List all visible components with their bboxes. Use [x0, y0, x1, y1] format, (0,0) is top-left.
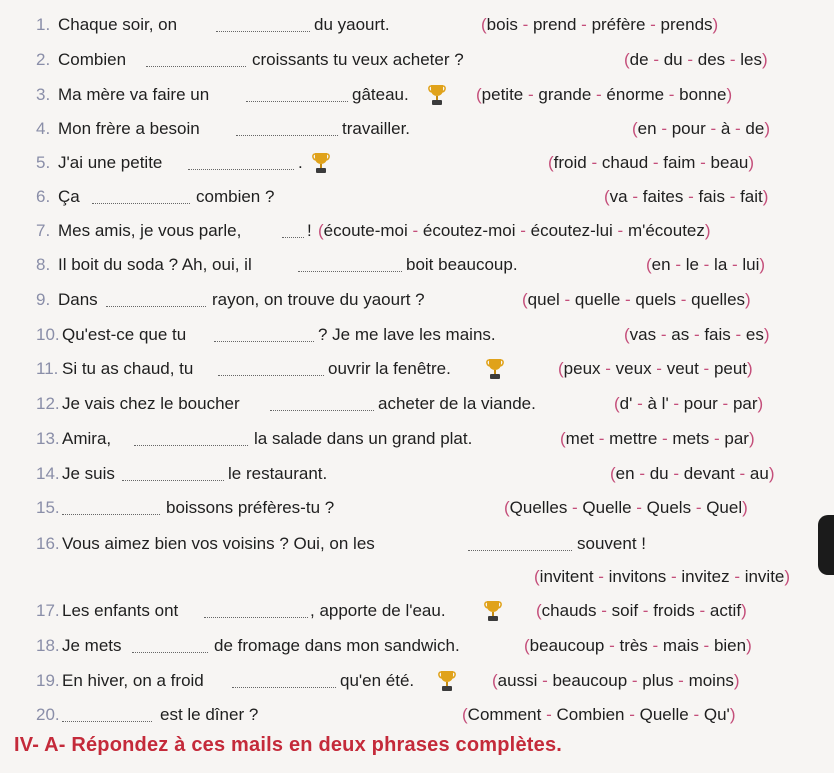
option[interactable]: bonne	[679, 85, 727, 104]
option[interactable]: plus	[642, 671, 674, 690]
item-text-before: Mon frère a besoin	[58, 119, 200, 138]
option[interactable]: devant	[683, 464, 735, 483]
option[interactable]: es	[745, 325, 764, 344]
exercise-item	[0, 285, 834, 315]
option[interactable]: petite	[481, 85, 524, 104]
answer-blank[interactable]	[132, 651, 208, 653]
item-text-after: croissants tu veux acheter ?	[252, 50, 464, 69]
option[interactable]: prends	[660, 15, 713, 34]
item-text-after: souvent !	[577, 534, 646, 553]
option[interactable]: à	[720, 119, 731, 138]
option[interactable]: veut	[666, 359, 699, 378]
item-text-before: Amira,	[62, 429, 112, 448]
option[interactable]: soif	[611, 601, 639, 620]
option[interactable]: Quel	[706, 498, 743, 517]
option[interactable]: froids	[653, 601, 695, 620]
option[interactable]: invitons	[608, 567, 667, 586]
item-text-before: Mes amis, je vous parle,	[58, 221, 242, 240]
item-text-before: Chaque soir, on	[58, 15, 178, 34]
options-group: (aussi - beaucoup - plus - moins)	[492, 671, 740, 690]
item-number: 16.	[36, 534, 60, 553]
item-text-before: J'ai une petite	[58, 153, 163, 172]
trophy-icon	[438, 669, 456, 693]
item-text-after: , apporte de l'eau.	[310, 601, 446, 620]
item-number: 15.	[36, 498, 60, 517]
item-text-after: la salade dans un grand plat.	[254, 429, 473, 448]
exercise-item	[0, 596, 834, 626]
options-group: (écoute-moi - écoutez-moi - écoutez-lui - m'écoutez)	[318, 221, 711, 240]
item-number: 2.	[36, 50, 51, 69]
option[interactable]: fait	[740, 187, 763, 206]
option[interactable]: du	[663, 50, 683, 69]
page-edge-tab	[818, 515, 834, 575]
options-group: (de - du - des - les)	[624, 50, 768, 69]
exercise-item	[0, 459, 834, 489]
options-group: (en - du - devant - au)	[610, 464, 775, 483]
option[interactable]: de	[745, 119, 765, 138]
answer-blank[interactable]	[270, 409, 374, 411]
item-text-after: boissons préfères-tu ?	[166, 498, 335, 517]
option[interactable]: préfère	[591, 15, 646, 34]
options-group: (peux - veux - veut - peut)	[558, 359, 753, 378]
option[interactable]: écoutez-moi	[422, 221, 516, 240]
option[interactable]: bois	[486, 15, 518, 34]
option[interactable]: le	[685, 255, 699, 274]
item-number: 18.	[36, 636, 60, 655]
item-text-before: Les enfants ont	[62, 601, 179, 620]
trophy-icon	[428, 83, 446, 107]
exercise-item	[0, 389, 834, 419]
trophy-icon	[486, 357, 504, 381]
option[interactable]: les	[740, 50, 762, 69]
options-group: (en - le - la - lui)	[646, 255, 766, 274]
exercise-item	[0, 148, 834, 178]
option[interactable]: mets	[672, 429, 710, 448]
item-text-after: ouvrir la fenêtre.	[328, 359, 451, 378]
option[interactable]: très	[619, 636, 648, 655]
option[interactable]: de	[629, 50, 649, 69]
option[interactable]: beaucoup	[552, 671, 628, 690]
item-number: 3.	[36, 85, 51, 104]
option[interactable]: écoutez-lui	[530, 221, 613, 240]
item-number: 11.	[36, 359, 59, 378]
exercise-item	[0, 666, 834, 696]
exercise-item	[0, 700, 834, 730]
option[interactable]: à l'	[647, 394, 669, 413]
option[interactable]: écoute-moi	[323, 221, 408, 240]
option[interactable]: invitent	[539, 567, 594, 586]
option[interactable]: invite	[744, 567, 785, 586]
item-text-before: En hiver, on a froid	[62, 671, 204, 690]
exercise-item	[0, 631, 834, 661]
answer-blank[interactable]	[468, 549, 572, 551]
option[interactable]: en	[615, 464, 635, 483]
item-number: 14.	[36, 464, 60, 483]
item-number: 7.	[36, 221, 51, 240]
option[interactable]: Quelle	[639, 705, 689, 724]
options-group: (invitent - invitons - invitez - invite)	[534, 567, 791, 586]
item-number: 20.	[36, 705, 60, 724]
option[interactable]: quels	[635, 290, 677, 309]
item-text-after: ? Je me lave les mains.	[318, 325, 496, 344]
exercise-item	[0, 320, 834, 350]
option[interactable]: Comment	[467, 705, 542, 724]
answer-blank[interactable]	[232, 686, 336, 688]
item-text-after: du yaourt.	[314, 15, 390, 34]
item-text-before: Je vais chez le boucher	[62, 394, 240, 413]
options-group: (beaucoup - très - mais - bien)	[524, 636, 752, 655]
option[interactable]: mettre	[609, 429, 658, 448]
item-number: 1.	[36, 15, 51, 34]
item-number: 13.	[36, 429, 60, 448]
option[interactable]: au	[749, 464, 769, 483]
option[interactable]: fais	[698, 187, 725, 206]
answer-blank[interactable]	[282, 236, 304, 238]
answer-blank[interactable]	[214, 340, 314, 342]
item-text-before: Combien	[58, 50, 127, 69]
exercise-item	[0, 216, 834, 246]
trophy-icon	[312, 151, 330, 175]
option[interactable]: quelles	[691, 290, 746, 309]
exercise-item	[0, 114, 834, 144]
option[interactable]: par	[732, 394, 758, 413]
answer-blank[interactable]	[204, 616, 308, 618]
answer-blank[interactable]	[106, 305, 206, 307]
options-group: (vas - as - fais - es)	[624, 325, 770, 344]
item-text-before: Ça	[58, 187, 80, 206]
option[interactable]: aussi	[497, 671, 538, 690]
exercise-item	[0, 80, 834, 110]
item-number: 4.	[36, 119, 51, 138]
item-number: 19.	[36, 671, 60, 690]
item-text-before: Je mets	[62, 636, 122, 655]
item-number: 5.	[36, 153, 51, 172]
item-text-after: le restaurant.	[228, 464, 328, 483]
answer-blank[interactable]	[122, 479, 224, 481]
item-number: 9.	[36, 290, 51, 309]
option[interactable]: quelle	[574, 290, 621, 309]
options-group: (Comment - Combien - Quelle - Qu')	[462, 705, 736, 724]
option[interactable]: beau	[710, 153, 749, 172]
option[interactable]: peux	[563, 359, 601, 378]
option[interactable]: énorme	[606, 85, 665, 104]
option[interactable]: invitez	[681, 567, 730, 586]
options-group: (Quelles - Quelle - Quels - Quel)	[504, 498, 748, 517]
exercise-item	[0, 182, 834, 212]
item-number: 8.	[36, 255, 51, 274]
exercise-item	[0, 493, 834, 523]
option[interactable]: actif	[709, 601, 742, 620]
exercise-item	[0, 250, 834, 280]
option[interactable]: vas	[629, 325, 657, 344]
answer-blank[interactable]	[146, 65, 246, 67]
options-group: (en - pour - à - de)	[632, 119, 771, 138]
options-group: (va - faites - fais - fait)	[604, 187, 769, 206]
option[interactable]: faites	[642, 187, 684, 206]
item-text-after: !	[307, 221, 312, 240]
exercise-item	[0, 45, 834, 75]
option[interactable]: bien	[713, 636, 747, 655]
option[interactable]: Quelle	[582, 498, 632, 517]
option[interactable]: prend	[532, 15, 577, 34]
option[interactable]: par	[724, 429, 749, 448]
answer-blank[interactable]	[298, 270, 402, 272]
options-group: (quel - quelle - quels - quelles)	[522, 290, 751, 309]
exercise-item	[0, 529, 834, 559]
item-text-after: travailler.	[342, 119, 411, 138]
option[interactable]: en	[651, 255, 671, 274]
section-heading: IV- A- Répondez à ces mails en deux phrases complètes.	[14, 734, 563, 756]
item-text-after: est le dîner ?	[160, 705, 259, 724]
exercise-item	[0, 354, 834, 384]
answer-blank[interactable]	[134, 444, 248, 446]
item-text-before: Ma mère va faire un	[58, 85, 210, 104]
options-group: (froid - chaud - faim - beau)	[548, 153, 755, 172]
item-text-before: Qu'est-ce que tu	[62, 325, 187, 344]
option[interactable]: quel	[527, 290, 560, 309]
option[interactable]: Quels	[646, 498, 692, 517]
item-number: 17.	[36, 601, 60, 620]
option[interactable]: veux	[615, 359, 652, 378]
option[interactable]: froid	[553, 153, 587, 172]
option[interactable]: mais	[662, 636, 699, 655]
option[interactable]: m'écoutez	[627, 221, 705, 240]
option[interactable]: beaucoup	[529, 636, 605, 655]
option[interactable]: peut	[713, 359, 748, 378]
option[interactable]: lui	[742, 255, 760, 274]
option[interactable]: pour	[683, 394, 718, 413]
option[interactable]: Combien	[556, 705, 625, 724]
item-text-before: Vous aimez bien vos voisins ? Oui, on les	[62, 534, 375, 553]
answer-blank[interactable]	[62, 720, 152, 722]
options-group: (petite - grande - énorme - bonne)	[476, 85, 733, 104]
item-number: 10.	[36, 325, 60, 344]
item-number: 6.	[36, 187, 51, 206]
options-group: (bois - prend - préfère - prends)	[481, 15, 719, 34]
item-text-after: gâteau.	[352, 85, 409, 104]
exercise-item	[0, 10, 834, 40]
trophy-icon	[484, 599, 502, 623]
option[interactable]: grande	[538, 85, 592, 104]
item-text-after: combien ?	[196, 187, 275, 206]
option[interactable]: chaud	[601, 153, 649, 172]
exercise-item	[0, 424, 834, 454]
option[interactable]: faim	[663, 153, 696, 172]
options-group: (d' - à l' - pour - par)	[614, 394, 764, 413]
answer-blank[interactable]	[246, 100, 348, 102]
options-group: (met - mettre - mets - par)	[560, 429, 755, 448]
item-text-before: Si tu as chaud, tu	[62, 359, 194, 378]
options-group: (chauds - soif - froids - actif)	[536, 601, 747, 620]
option[interactable]: as	[671, 325, 690, 344]
item-text-before: Je suis	[62, 464, 115, 483]
option[interactable]: pour	[671, 119, 706, 138]
option[interactable]: Qu'	[703, 705, 730, 724]
item-text-after: acheter de la viande.	[378, 394, 536, 413]
item-text-after: .	[298, 153, 303, 172]
option[interactable]: la	[714, 255, 728, 274]
option[interactable]: va	[609, 187, 628, 206]
answer-blank[interactable]	[188, 168, 294, 170]
option[interactable]: moins	[688, 671, 734, 690]
option[interactable]: Quelles	[509, 498, 568, 517]
answer-blank[interactable]	[236, 134, 338, 136]
exercise-item-options-line	[0, 562, 834, 592]
item-text-before: Il boit du soda ? Ah, oui, il	[58, 255, 252, 274]
option[interactable]: d'	[619, 394, 633, 413]
item-text-after: qu'en été.	[340, 671, 415, 690]
option[interactable]: des	[697, 50, 726, 69]
item-number: 12.	[36, 394, 60, 413]
option[interactable]: fais	[704, 325, 731, 344]
option[interactable]: du	[649, 464, 669, 483]
option[interactable]: chauds	[541, 601, 597, 620]
answer-blank[interactable]	[92, 202, 190, 204]
item-text-after: de fromage dans mon sandwich.	[214, 636, 460, 655]
option[interactable]: met	[565, 429, 595, 448]
item-text-after: rayon, on trouve du yaourt ?	[212, 290, 425, 309]
answer-blank[interactable]	[62, 513, 160, 515]
option[interactable]: en	[637, 119, 657, 138]
item-text-after: boit beaucoup.	[406, 255, 518, 274]
answer-blank[interactable]	[218, 374, 324, 376]
answer-blank[interactable]	[216, 30, 310, 32]
item-text-before: Dans	[58, 290, 98, 309]
